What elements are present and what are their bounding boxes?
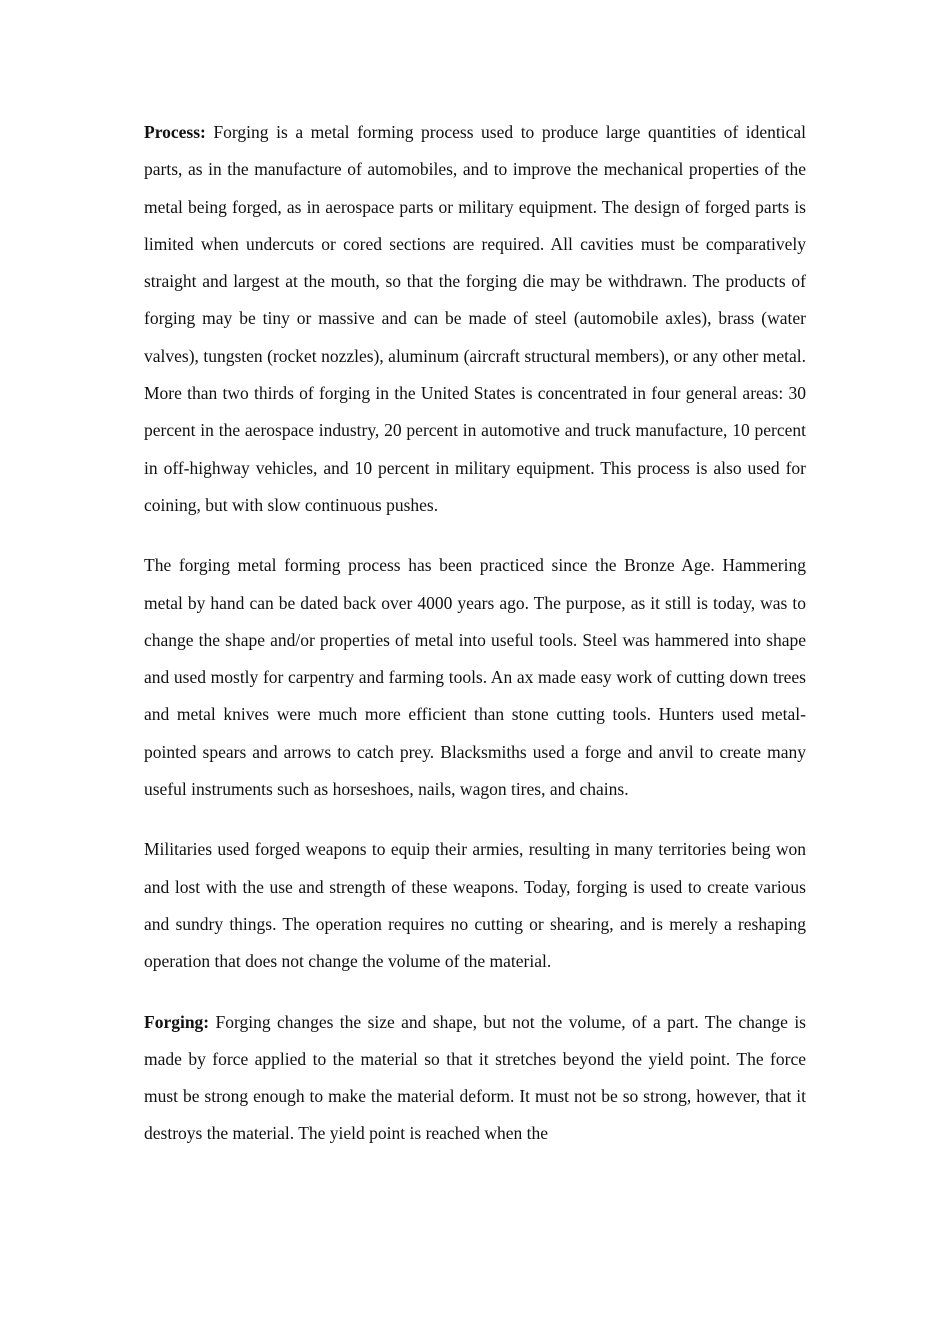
document-page	[144, 114, 806, 1176]
paragraph-text-history: The forging metal forming process has been practiced since the Bronze Age. Hammering metal by hand can be dated back over 4000 years ago. The purpose, as it still is today, was to change the shape and/or properties of metal into useful tools. Steel was hammered into shape and used mostly for carpentry and farming tools. An ax made easy work of cutting down trees and metal knives were much more efficient than stone cutting tools. Hunters used metal-pointed spears and arrows to catch prey. Blacksmiths used a forge and anvil to create many useful instruments such as horseshoes, nails, wagon tires, and chains.	[144, 555, 806, 800]
paragraph-text-military: Militaries used forged weapons to equip their armies, resulting in many territories being won and lost with the use and strength of these weapons. Today, forging is used to create various and sundry things. The operation requires no cutting or shearing, and is merely a reshaping operation that does not change the volume of the material.	[144, 839, 806, 972]
paragraph-text-process: Forging is a metal forming process used to produce large quantities of identical parts, as in the manufacture of automobiles, and to improve the mechanical properties of the metal being forged, as in aerospace parts or military equipment. The design of forged parts is limited when undercuts or cored sections are required. All cavities must be comparatively straight and largest at the mouth, so that the forging die may be withdrawn. The products of forging may be tiny or massive and can be made of steel (automobile axles), brass (water valves), tungsten (rocket nozzles), aluminum (aircraft structural members), or any other metal. More than two thirds of forging in the United States is concentrated in four general areas: 30 percent in the aerospace industry, 20 percent in automotive and truck manufacture, 10 percent in off-highway vehicles, and 10 percent in military equipment. This process is also used for coining, but with slow continuous pushes.	[144, 122, 806, 515]
paragraph-process	[144, 114, 806, 524]
paragraph-history	[144, 547, 806, 808]
paragraph-lead-process: Process:	[144, 122, 206, 142]
paragraph-text-forging: Forging changes the size and shape, but not the volume, of a part. The change is made by force applied to the material so that it stretches beyond the yield point. The force must be strong enough to make the material deform. It must not be so strong, however, that it destroys the material. The yield point is reached when the	[144, 1011, 806, 1144]
paragraph-forging	[144, 1004, 806, 1153]
paragraph-lead-forging: Forging:	[144, 1011, 210, 1032]
paragraph-military	[144, 831, 806, 980]
